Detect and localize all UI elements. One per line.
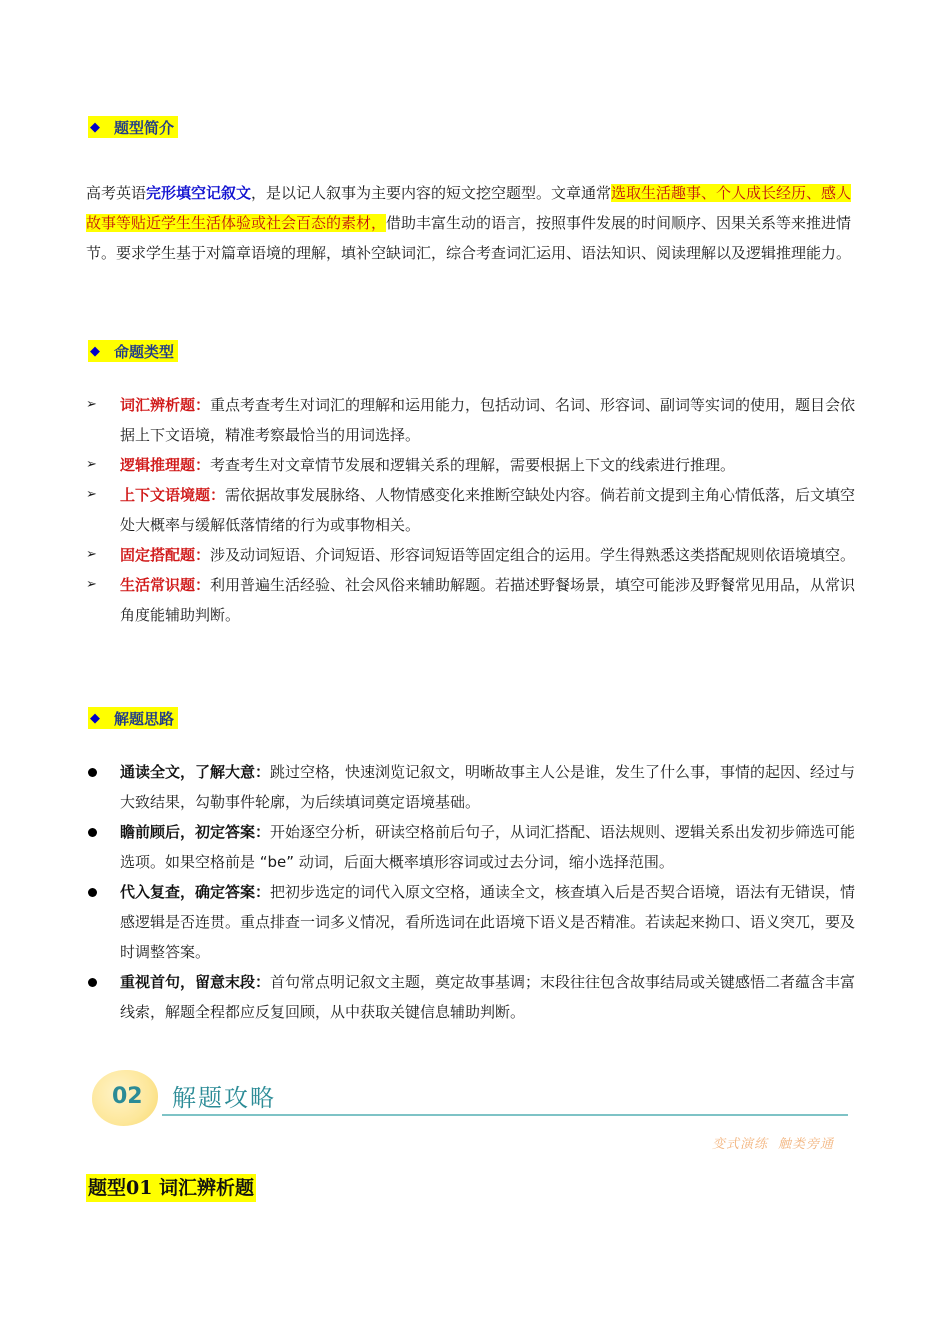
item-text: 首句常点明记叙文主题，奠定故事基调；末段往往包含故事结局或关键感悟二者蕴含丰富线索，解题全程都应反复回顾，从中获取关键信息辅助判断。 (120, 973, 856, 1021)
list-item (86, 540, 868, 570)
banner-tag-2: 触类旁通 (778, 1137, 835, 1152)
section-heading-types (88, 340, 178, 362)
item-label: 词汇辨析题： (120, 396, 211, 414)
list-item (86, 390, 868, 450)
item-text: 考查考生对文章情节发展和逻辑关系的理解，需要根据上下文的线索进行推理。 (210, 456, 736, 474)
item-text: 跳过空格，快速浏览记叙文，明晰故事主人公是谁，发生了什么事，事情的起因、经过与大致结果，勾勒事件轮廓，为后续填词奠定语境基础。 (120, 763, 856, 811)
list-item (86, 480, 868, 540)
item-label: 重视首句，留意末段： (120, 973, 271, 991)
steps-list (86, 757, 868, 1027)
list-item (86, 967, 868, 1027)
section-title: 解题思路 (114, 709, 175, 728)
item-label: 固定搭配题： (120, 546, 211, 564)
arrow-bullet-icon: ➢ (86, 547, 97, 562)
item-label: 上下文语境题： (120, 486, 226, 504)
item-text: 利用普遍生活经验、社会风俗来辅助解题。若描述野餐场景，填空可能涉及野餐常见用品，从常识角度能辅助判断。 (120, 576, 856, 624)
list-item (86, 877, 868, 967)
section-heading-intro (88, 116, 178, 138)
item-text: 涉及动词短语、介词短语、形容词短语等固定组合的运用。学生得熟悉这类搭配规则依语境填空。 (210, 546, 856, 564)
item-label: 通读全文，了解大意： (120, 763, 271, 781)
intro-text-1: 高考英语 (86, 184, 147, 202)
list-item (86, 570, 868, 630)
item-text: 把初步选定的词代入原文空格，通读全文，核查填入后是否契合语境，语法有无错误，情感逻辑是否连贯。重点排查一词多义情况，看所选词在此语境下语义是否精准。若读起来拗口、语义突兀，要及时调整答案。 (120, 883, 856, 961)
item-label: 瞻前顾后，初定答案： (120, 823, 271, 841)
banner-number: 02 (112, 1084, 143, 1109)
banner-title: 解题攻略 (172, 1084, 276, 1112)
section-banner (92, 1064, 852, 1124)
banner-subtag (712, 1133, 834, 1152)
arrow-bullet-icon: ➢ (86, 577, 97, 592)
item-text: 需依据故事发展脉络、人物情感变化来推断空缺处内容。倘若前文提到主角心情低落，后文填空处大概率与缓解低落情绪的行为或事物相关。 (120, 486, 856, 534)
banner-tag-1: 变式演练 (712, 1137, 769, 1152)
dot-bullet-icon (88, 828, 97, 837)
arrow-bullet-icon: ➢ (86, 487, 97, 502)
item-label: 生活常识题： (120, 576, 211, 594)
diamond-bullet-icon: ◆ (90, 343, 100, 359)
arrow-bullet-icon: ➢ (86, 397, 97, 412)
question-types-list (86, 390, 868, 630)
list-item (86, 757, 868, 817)
diamond-bullet-icon: ◆ (90, 119, 100, 135)
arrow-bullet-icon: ➢ (86, 457, 97, 472)
dot-bullet-icon (88, 768, 97, 777)
intro-emphasis: 完形填空记叙文 (146, 184, 252, 202)
list-item (86, 450, 868, 480)
intro-highlight: 选取生活趣事、个人成长经历、感人故事等贴近学生生活体验或社会百态的素材， (86, 184, 852, 232)
dot-bullet-icon (88, 978, 97, 987)
item-text: 开始逐空分析，研读空格前后句子，从词汇搭配、语法规则、逻辑关系出发初步筛选可能选项。如果空格前是 “be” 动词，后面大概率填形容词或过去分词，缩小选择范围。 (120, 823, 856, 871)
banner-divider (162, 1114, 848, 1116)
item-label: 代入复查，确定答案： (120, 883, 271, 901)
section-title: 命题类型 (114, 342, 175, 361)
type-heading: 题型01 词汇辨析题 (86, 1174, 256, 1202)
intro-text-3: 借助丰富生动的语言，按照事件发展的时间顺序、因果关系等来推进情节。要求学生基于对篇章语境的理解，填补空缺词汇，综合考查词汇运用、语法知识、阅读理解以及逻辑推理能力。 (86, 214, 852, 262)
item-text: 重点考查考生对词汇的理解和运用能力，包括动词、名词、形容词、副词等实词的使用，题目会依据上下文语境，精准考察最恰当的用词选择。 (120, 396, 856, 444)
item-label: 逻辑推理题： (120, 456, 211, 474)
list-item (86, 817, 868, 877)
intro-text-2: ，是以记人叙事为主要内容的短文挖空题型。文章通常 (251, 184, 612, 202)
intro-paragraph (86, 178, 866, 268)
section-title: 题型简介 (114, 118, 175, 137)
dot-bullet-icon (88, 888, 97, 897)
section-heading-approach (88, 707, 178, 729)
diamond-bullet-icon: ◆ (90, 710, 100, 726)
